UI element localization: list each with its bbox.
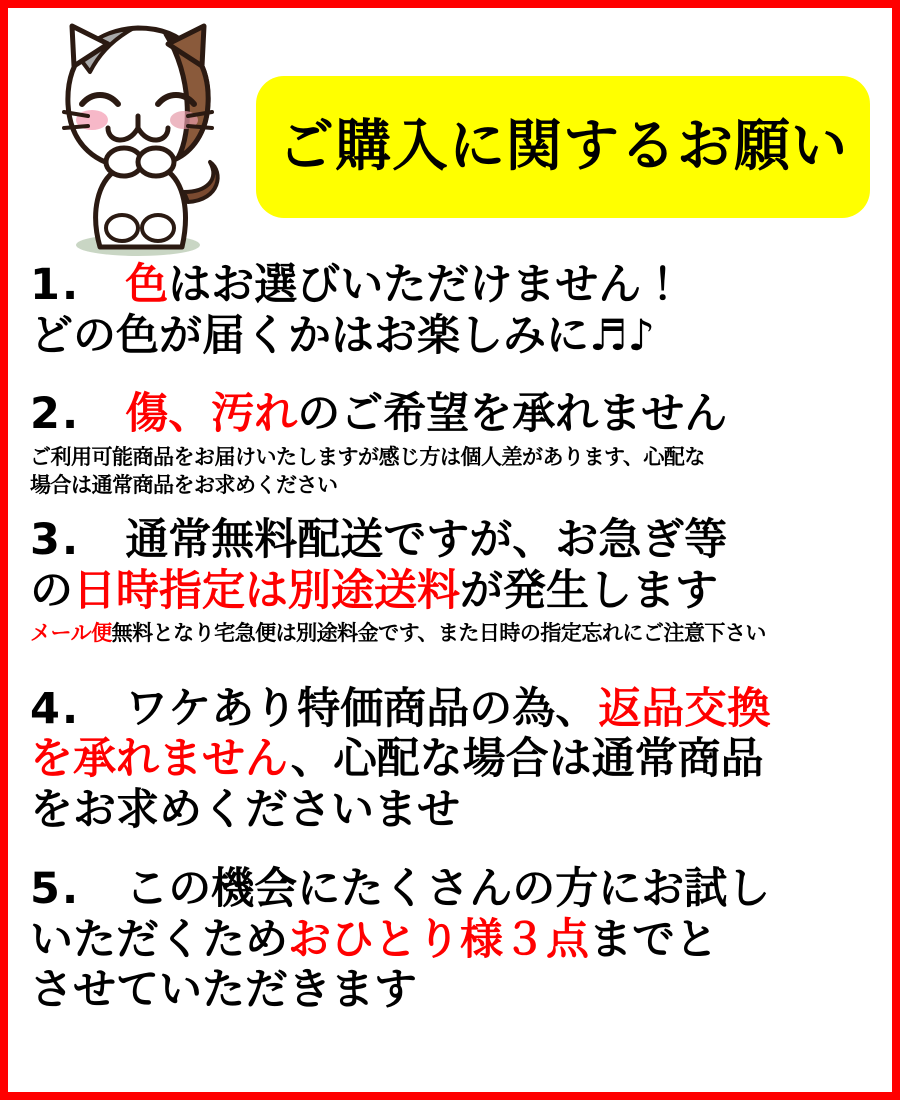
page-header [8, 8, 892, 260]
item-2-number: 2. [30, 389, 81, 440]
item-2-rest-text: のご希望を承れません [297, 389, 728, 440]
list-item [30, 864, 880, 1016]
spacer [30, 505, 880, 515]
item-2-note-line-1: ご利用可能商品をお届けいたしますが感じ方は個人差があります、心配な [30, 445, 705, 470]
list-item [30, 389, 880, 498]
item-5-number: 5. [30, 863, 81, 914]
item-2-note-line-2: 場合は通常商品をお求めください [30, 472, 338, 497]
item-1-line-2: どの色が届くかはお楽しみに♬♪ [30, 310, 655, 361]
item-5-line-1 [30, 864, 880, 915]
item-5-line-2-pre: いただくため [30, 914, 288, 965]
item-1-red-text: 色 [125, 260, 169, 310]
item-4-line-2 [30, 734, 880, 785]
list-item [30, 260, 880, 361]
item-4-line-1 [30, 684, 880, 735]
item-4-line-1-pre: ワケあり特価商品の為、 [125, 683, 599, 734]
item-3-note [30, 620, 880, 647]
spacer [30, 654, 880, 684]
item-3-note-red: メール便 [30, 621, 112, 646]
list-item [30, 684, 880, 836]
item-3-line-1-text: 通常無料配送ですが、お急ぎ等 [125, 514, 728, 565]
item-1-rest-text: はお選びいただけません！ [168, 260, 685, 310]
cat-illustration-icon [38, 12, 238, 257]
page-title: ご購入に関するお願い [278, 114, 848, 179]
item-1-number: 1. [30, 260, 81, 310]
item-4-number: 4. [30, 683, 81, 734]
item-5-line-2 [30, 915, 880, 966]
item-2-red-text: 傷、汚れ [125, 389, 298, 440]
item-3-line-2-post: が発生します [460, 565, 718, 616]
item-4-line-2-post: 、心配な場合は通常商品 [290, 734, 764, 785]
list-item [30, 515, 880, 648]
page-inner [8, 8, 892, 1092]
item-3-number: 3. [30, 514, 81, 565]
item-3-red-text: 日時指定は別途送料 [73, 565, 460, 616]
title-banner [256, 76, 870, 218]
item-3-line-1 [30, 515, 880, 566]
item-3-note-rest: 無料となり宅急便は別途料金です、また日時の指定忘れにご注意下さい [111, 621, 766, 646]
item-3-line-2-pre: の [30, 565, 73, 616]
item-5-line-3: させていただきます [30, 965, 417, 1016]
item-5-red-text: おひとり様３点 [288, 914, 589, 965]
item-4-line-3: をお求めくださいませ [30, 785, 460, 836]
item-1-line-1 [30, 260, 880, 311]
item-5-line-1-text: この機会にたくさんの方にお試し [125, 863, 771, 914]
item-4-line-2-red: を承れません [30, 734, 291, 785]
item-4-red-text: 返品交換 [598, 683, 771, 734]
notice-list [30, 260, 880, 1022]
item-3-line-2 [30, 566, 880, 617]
item-2-line-1 [30, 389, 880, 440]
spacer [30, 367, 880, 389]
spacer [30, 842, 880, 864]
item-5-line-2-post: までと [589, 914, 718, 965]
